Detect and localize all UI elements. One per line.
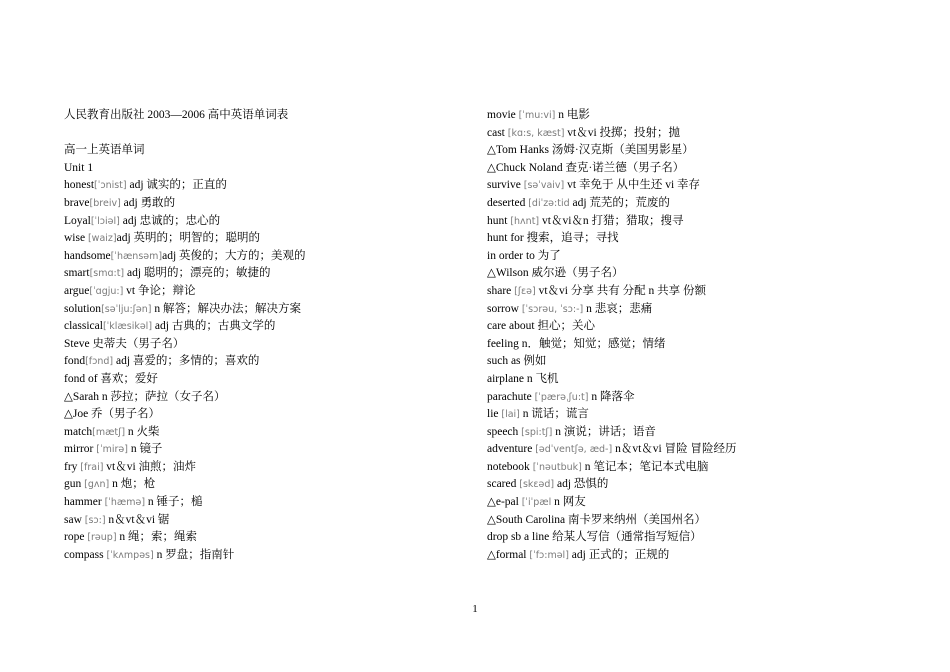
vocab-entry (487, 125, 887, 143)
vocab-entry (487, 371, 887, 389)
vocab-entry (487, 336, 887, 354)
vocab-entry (487, 230, 887, 248)
definition: adj 荒芜的；荒废的 (569, 196, 670, 209)
vocab-entry (64, 371, 464, 389)
vocab-entry (487, 353, 887, 371)
definition: n 解答；解决办法；解决方案 (151, 302, 301, 315)
entry-word: deserted (487, 196, 529, 209)
vocab-entry (64, 459, 464, 477)
definition: vt＆vi 分享 共有 分配 n 共享 份额 (535, 284, 706, 297)
entry-word: △e-pal (487, 496, 522, 509)
vocab-entry (64, 107, 464, 125)
entry-word: feeling n．触觉；知觉；感觉；情绪 (487, 337, 666, 350)
vocab-entry (64, 318, 464, 336)
definition: adj 诚实的；正直的 (126, 179, 227, 192)
entry-word: such as 例如 (487, 355, 547, 368)
left-column (64, 107, 464, 564)
vocab-entry (64, 248, 464, 266)
definition: adj 勇敢的 (120, 196, 176, 209)
entry-word: in order to 为了 (487, 249, 561, 262)
definition: vt＆vi＆n 打猎；猎取；搜寻 (539, 214, 684, 227)
vocab-entry (487, 107, 887, 125)
phonetic: [ədˈventʃə, æd-] (535, 444, 613, 456)
entry-word: Unit 1 (64, 161, 94, 174)
definition: n 降落伞 (588, 390, 635, 403)
vocab-entry (64, 494, 464, 512)
entry-word: saw (64, 513, 85, 526)
right-column (487, 107, 887, 564)
entry-word: △South Carolina 南卡罗来纳州（美国州名） (487, 513, 707, 526)
definition: n 炮；枪 (109, 478, 156, 491)
vocab-entry (64, 301, 464, 319)
definition: vt＆vi 投掷；投射；抛 (564, 126, 681, 139)
definition: n 火柴 (125, 425, 160, 438)
entry-word: hammer (64, 496, 105, 509)
definition: vt 幸免于 从中生还 vi 幸存 (564, 179, 701, 192)
entry-word: fry (64, 460, 81, 473)
entry-word: sorrow (487, 302, 522, 315)
definition: adj 聪明的；漂亮的；敏捷的 (124, 267, 271, 280)
vocab-entry (64, 160, 464, 178)
vocab-entry (487, 476, 887, 494)
entry-word: fond of 喜欢；爱好 (64, 372, 158, 385)
phonetic: [breiv] (89, 197, 121, 209)
definition: n 锤子；槌 (145, 496, 203, 509)
vocab-entry (487, 441, 887, 459)
entry-word: gun (64, 478, 85, 491)
vocab-entry (64, 406, 464, 424)
entry-word: Steve 史蒂夫（男子名） (64, 337, 185, 350)
entry-word: scared (487, 478, 520, 491)
vocab-entry (64, 441, 464, 459)
phonetic: [səˈvaiv] (523, 180, 565, 192)
entry-word: care about 担心；关心 (487, 320, 595, 333)
entry-word: 人民教育出版社 2003—2006 高中英语单词表 (64, 109, 289, 121)
vocab-entry (64, 424, 464, 442)
phonetic: [ˈɔnist] (94, 180, 127, 192)
definition: n＆vt＆vi 冒险 冒险经历 (612, 443, 737, 456)
vocab-entry (487, 177, 887, 195)
definition: n 演说；讲话；语音 (552, 425, 656, 438)
phonetic: [ˈnəutbuk] (532, 461, 582, 473)
definition: adj 古典的；古典文学的 (152, 320, 276, 333)
vocab-entry (487, 459, 887, 477)
entry-word: classical (64, 320, 103, 333)
definition: adj 恐惧的 (554, 478, 609, 491)
vocab-entry (64, 142, 464, 160)
phonetic: [səˈlju:ʃən] (101, 303, 152, 315)
phonetic: [ˈpærəˌʃu:t] (534, 391, 589, 403)
entry-word: movie (487, 109, 519, 121)
phonetic: [lai] (501, 409, 520, 421)
entry-word: compass (64, 548, 107, 561)
vocab-entry (487, 512, 887, 530)
phonetic: [ʃɛə] (514, 285, 536, 297)
phonetic: [ˈhæmə] (104, 497, 146, 509)
definition: n＆vt＆vi 锯 (105, 513, 170, 526)
phonetic: [diˈzə:tid (528, 197, 570, 209)
entry-word: △Joe 乔（男子名） (64, 408, 161, 421)
vocab-entry (487, 248, 887, 266)
blank-line (64, 125, 464, 143)
definition: n 悲哀；悲痛 (583, 302, 653, 315)
phonetic: [ˈɑgju:] (89, 285, 124, 297)
phonetic: [hʌnt] (510, 215, 540, 227)
phonetic: [sɔ:] (84, 514, 106, 526)
vocab-entry (487, 265, 887, 283)
phonetic: [spi:tʃ] (521, 426, 553, 438)
entry-word: hunt for 搜索，追寻；寻找 (487, 232, 619, 245)
phonetic: [gʌn] (84, 479, 110, 491)
vocab-entry (64, 230, 464, 248)
entry-word: speech (487, 425, 522, 438)
phonetic: [kɑ:s, kæst] (507, 127, 565, 139)
vocab-entry (64, 512, 464, 530)
entry-word: lie (487, 408, 502, 421)
vocab-entry (487, 318, 887, 336)
phonetic: [frai] (80, 461, 104, 473)
definition: adj 忠诚的；忠心的 (119, 214, 221, 227)
entry-word: drop sb a line 给某人写信（通常指写短信） (487, 531, 702, 544)
vocab-entry (64, 177, 464, 195)
entry-word: brave (64, 196, 90, 209)
vocab-entry (487, 195, 887, 213)
phonetic: [fɔnd] (85, 356, 114, 368)
definition: adj 喜爱的；多情的；喜欢的 (113, 355, 260, 368)
phonetic: [rəup] (87, 532, 117, 544)
vocab-entry (487, 160, 887, 178)
entry-word: survive (487, 179, 524, 192)
phonetic: [ˈlɔiəl] (90, 215, 120, 227)
definition: vt＆vi 油煎；油炸 (103, 460, 197, 473)
entry-word: △Sarah n 莎拉；萨拉（女子名） (64, 390, 226, 403)
definition: vt 争论；辩论 (123, 284, 196, 297)
entry-word: notebook (487, 460, 533, 473)
phonetic: [ˈhænsəm] (110, 250, 163, 262)
vocab-entry (487, 283, 887, 301)
vocab-entry (64, 529, 464, 547)
entry-word: rope (64, 531, 88, 544)
vocab-entry (64, 476, 464, 494)
phonetic: [ˈsɔrəu, ˈsɔ:-] (521, 303, 584, 315)
phonetic: [ˈfɔ:məl] (529, 549, 569, 561)
vocab-entry (64, 353, 464, 371)
entry-word: share (487, 284, 515, 297)
vocab-entry (64, 265, 464, 283)
vocab-entry (487, 406, 887, 424)
entry-word: solution (64, 302, 102, 315)
entry-word: handsome (64, 249, 111, 262)
vocab-entry (64, 336, 464, 354)
definition: n 绳；索；绳索 (116, 531, 198, 544)
entry-word: △Tom Hanks 汤姆·汉克斯（美国男影星） (487, 144, 694, 157)
entry-word: △Chuck Noland 查克·诺兰德（男子名） (487, 161, 685, 174)
phonetic: [skɛəd] (519, 479, 555, 491)
definition: n 镜子 (127, 443, 163, 456)
definition: n 罗盘；指南针 (153, 548, 235, 561)
entry-word: hunt (487, 214, 511, 227)
entry-word: argue (64, 284, 90, 297)
entry-word: Loyal (64, 214, 91, 227)
entry-word: △formal (487, 548, 530, 561)
entry-word: △Wilson 威尔逊（男子名） (487, 267, 624, 280)
phonetic: [ˈklæsikəl] (102, 321, 153, 333)
vocab-entry (487, 529, 887, 547)
entry-word: smart (64, 267, 90, 280)
phonetic: [ˈmirə] (96, 444, 128, 456)
vocab-entry (64, 283, 464, 301)
vocab-entry (487, 389, 887, 407)
phonetic: [mætʃ] (92, 426, 126, 438)
vocab-entry (487, 213, 887, 231)
definition: n 谎话；谎言 (519, 408, 589, 421)
definition: adj 英俊的；大方的；美观的 (162, 249, 306, 262)
vocab-entry (64, 213, 464, 231)
page-number: 1 (472, 603, 478, 615)
entry-word: cast (487, 126, 508, 139)
phonetic: [smɑ:t] (89, 268, 125, 280)
entry-word: mirror (64, 443, 97, 456)
vocab-entry (64, 547, 464, 565)
vocab-entry (487, 424, 887, 442)
entry-word: parachute (487, 390, 535, 403)
entry-word: wise (64, 232, 88, 245)
entry-word: honest (64, 179, 95, 192)
vocab-entry (64, 195, 464, 213)
definition: n 电影 (555, 109, 590, 121)
entry-word: adventure (487, 443, 536, 456)
phonetic: [ˈiˈpæl (521, 497, 552, 509)
definition: n 网友 (551, 496, 586, 509)
phonetic: [ˈkʌmpəs] (106, 549, 154, 561)
definition: adj 英明的；明智的；聪明的 (116, 232, 261, 245)
phonetic: [waiz] (87, 233, 117, 245)
entry-word: airplane n 飞机 (487, 372, 559, 385)
vocab-entry (487, 142, 887, 160)
entry-word: fond (64, 355, 86, 368)
entry-word: 高一上英语单词 (64, 144, 145, 157)
vocab-entry (64, 389, 464, 407)
definition: adj 正式的；正规的 (568, 548, 670, 561)
vocab-entry (487, 547, 887, 565)
definition: n 笔记本；笔记本式电脑 (581, 460, 709, 473)
vocab-entry (487, 301, 887, 319)
phonetic: [ˈmu:vi] (518, 110, 556, 121)
vocab-entry (487, 494, 887, 512)
entry-word: match (64, 425, 93, 438)
